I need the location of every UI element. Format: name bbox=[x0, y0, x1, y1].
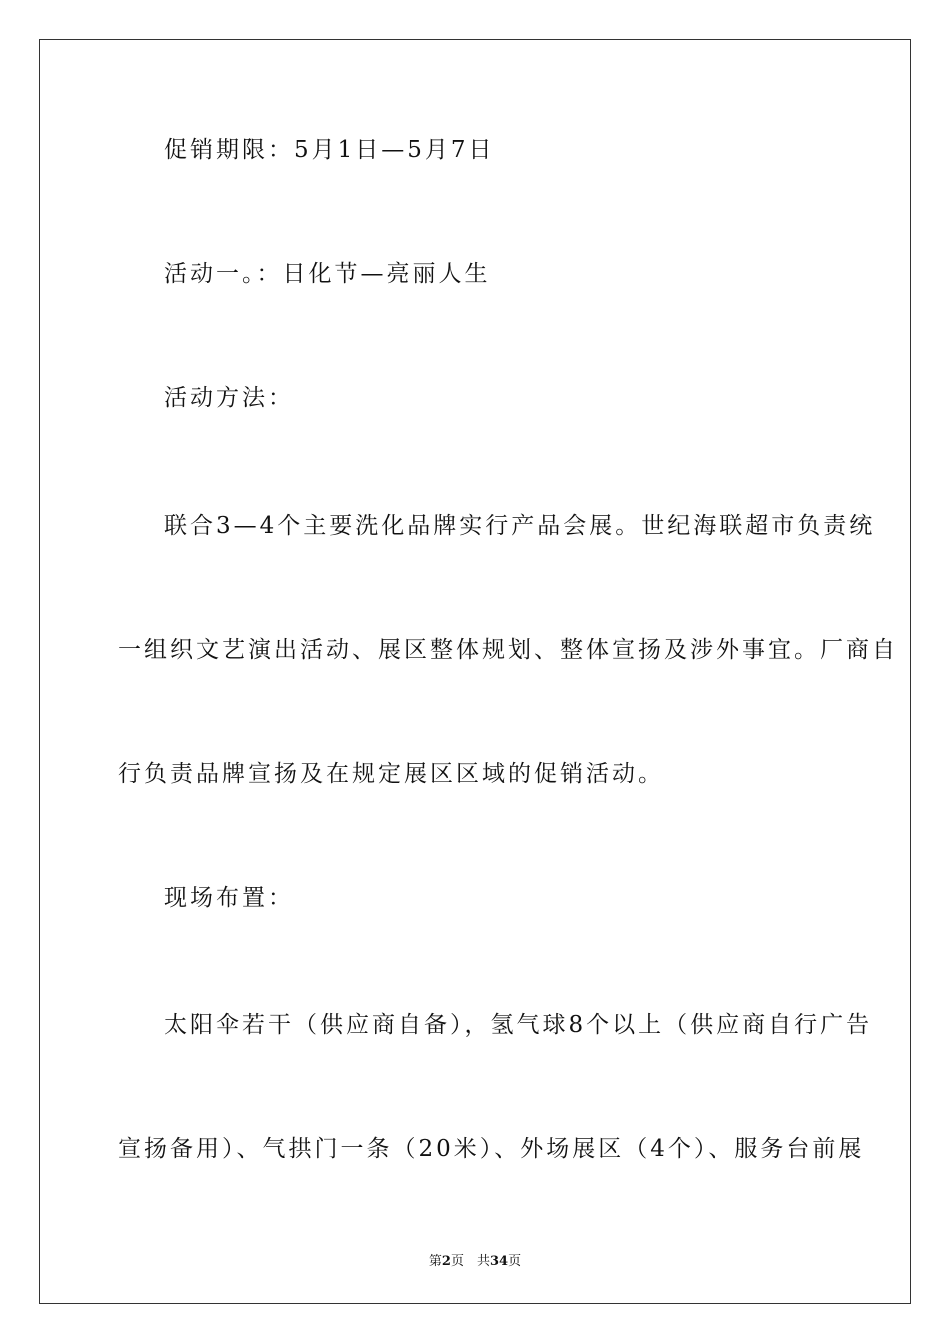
page-border bbox=[39, 39, 911, 1304]
footer-suffix: 页 bbox=[508, 1254, 522, 1269]
text-line-8: 太阳伞若干（供应商自备），氢气球8个以上（供应商自行广告 bbox=[164, 1012, 873, 1038]
text-line-3: 活动方法： bbox=[164, 385, 294, 411]
footer-mid: 页 共 bbox=[450, 1254, 490, 1269]
text-line-7: 现场布置： bbox=[164, 885, 294, 911]
text-line-1: 促销期限：5月1日—5月7日 bbox=[164, 137, 495, 163]
page-footer bbox=[0, 1250, 950, 1269]
text-line-5: 一组织文艺演出活动、展区整体规划、整体宣扬及涉外事宜。厂商自 bbox=[118, 637, 898, 663]
footer-prefix: 第 bbox=[428, 1254, 442, 1269]
footer-page-number: 2 bbox=[441, 1254, 451, 1269]
footer-total-pages: 34 bbox=[489, 1254, 509, 1269]
text-line-4: 联合3—4个主要洗化品牌实行产品会展。世纪海联超市负责统 bbox=[164, 513, 876, 539]
text-line-9: 宣扬备用）、气拱门一条（20米）、外场展区（4个）、服务台前展 bbox=[118, 1136, 865, 1162]
text-line-2: 活动一。：日化节—亮丽人生 bbox=[164, 261, 491, 287]
text-line-6: 行负责品牌宣扬及在规定展区区域的促销活动。 bbox=[118, 761, 664, 787]
